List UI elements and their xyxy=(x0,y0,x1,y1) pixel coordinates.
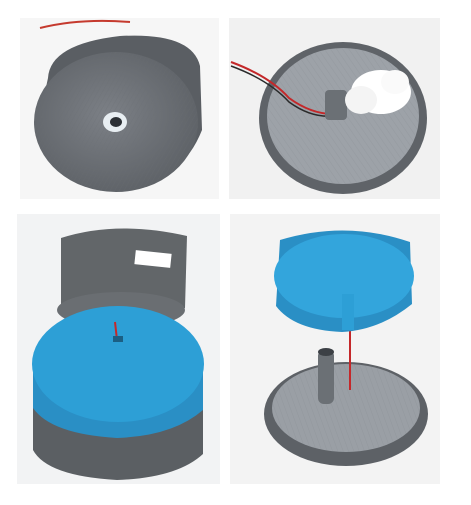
open-base-illustration xyxy=(229,18,440,199)
panel-open-base-cotton xyxy=(229,18,440,199)
panel-open-hinged xyxy=(230,214,440,484)
closed-disc-illustration xyxy=(20,18,219,199)
panel-stacked-enclosure xyxy=(17,214,220,484)
wick-holder xyxy=(325,90,347,120)
blue-body-top xyxy=(32,306,204,422)
stacked-enclosure-illustration xyxy=(17,214,220,484)
open-hinged-illustration xyxy=(230,214,440,484)
lid-hinge-tab xyxy=(342,294,354,330)
panel-closed-disc xyxy=(20,18,219,199)
center-post xyxy=(318,350,334,404)
